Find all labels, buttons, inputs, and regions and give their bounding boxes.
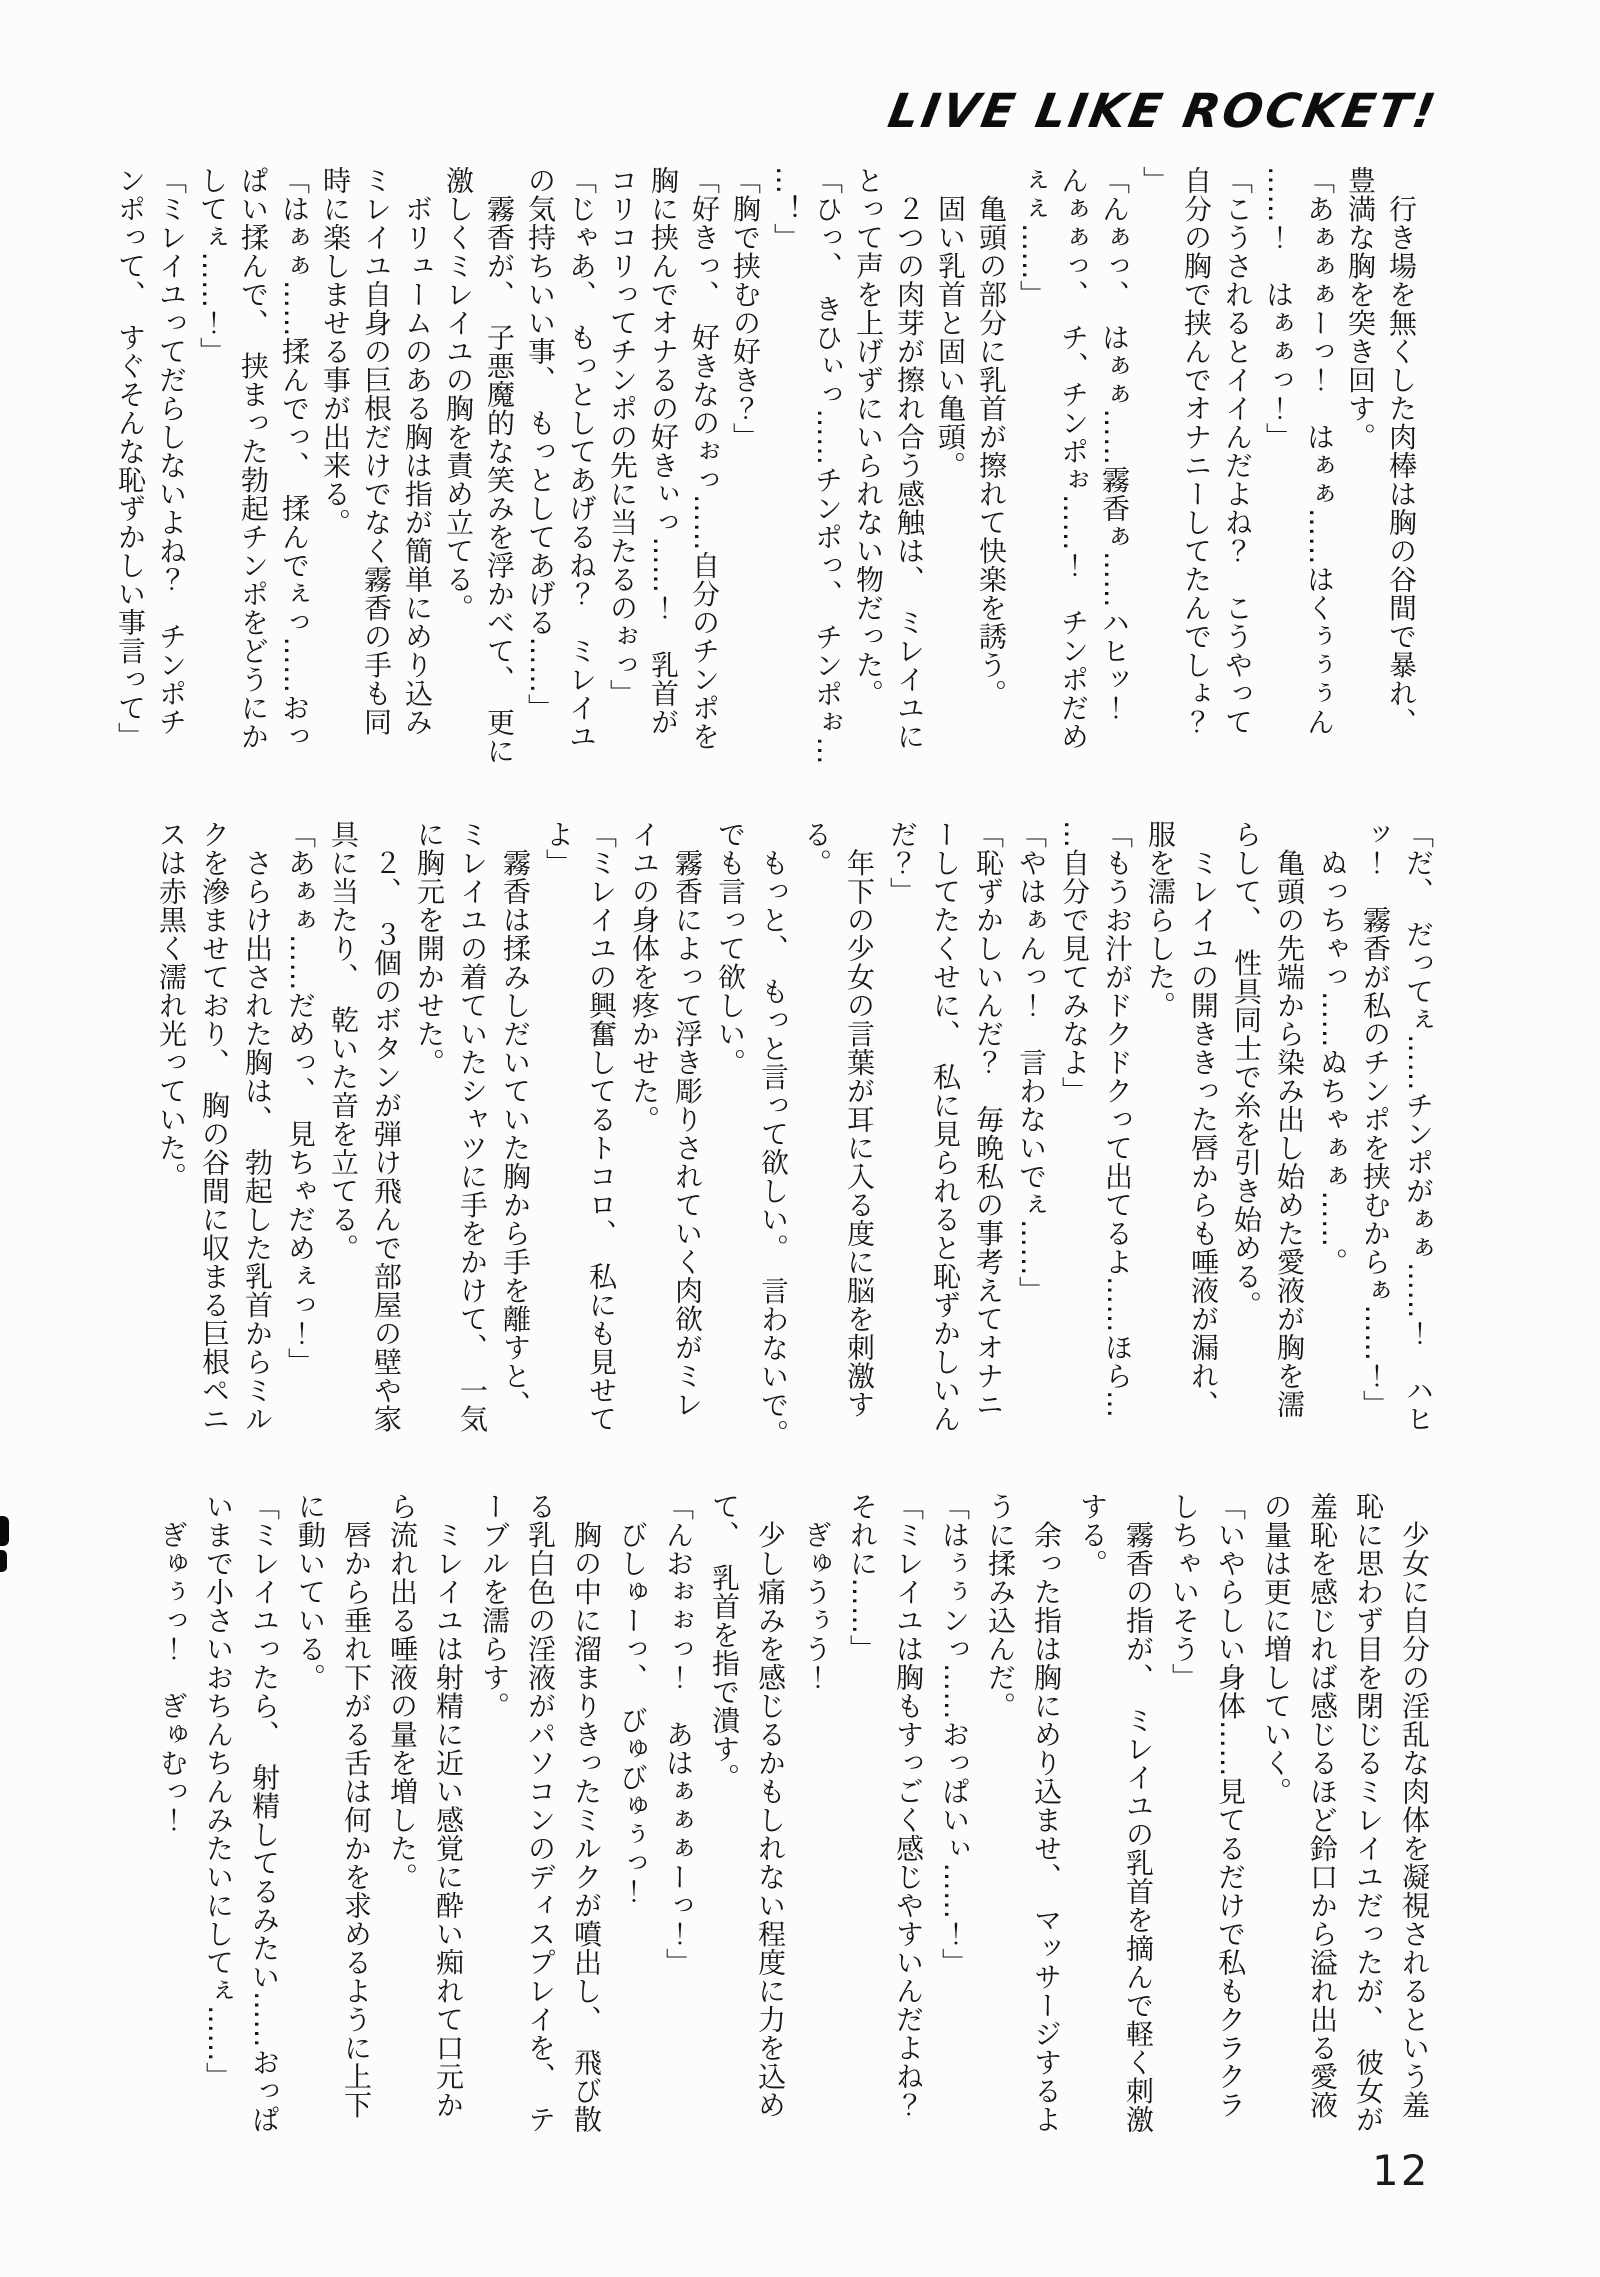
page-number: 12 — [1372, 2146, 1430, 2195]
text-column: 少し痛みを感じるかもしれない程度に力を込め — [754, 1492, 787, 2119]
text-column: ミレイユの着ていたシャツに手をかけて、 一気 — [456, 820, 489, 1433]
text-column: びしゅーっ、 びゅびゅぅっ！ — [616, 1492, 649, 1906]
text-column: コリコリってチンポの先に当たるのぉっ」 — [606, 166, 639, 708]
text-column: 豊満な胸を突き回す。 — [1344, 166, 1377, 451]
text-column: 「はぁぁ……揉んでっ、 揉んでぇっ……おっ — [278, 166, 311, 751]
text-column: 「じゃあ、 もっとしてあげるね？ ミレイユ — [565, 166, 598, 751]
text-column: 余った指は胸にめり込ませ、 マッサージするよ — [1030, 1492, 1063, 2134]
text-band-1 — [110, 166, 1422, 770]
text-column: 「やはぁんっ！ 言わないでぇ……」 — [1015, 820, 1048, 1305]
text-column: ……！ はぁぁっ！」 — [1262, 166, 1295, 451]
text-column: とって声を上げずにいられない物だった。 — [852, 166, 885, 708]
text-column: でも言って欲しい。 — [714, 820, 747, 1077]
text-column: ２、 ３個のボタンが弾け飛んで部屋の壁や家 — [370, 820, 403, 1433]
text-column: ぇぇ……」 — [1016, 166, 1049, 309]
text-column: 恥に思わず目を閉じるミレイユだったが、 彼女が — [1352, 1492, 1385, 2134]
text-column: ２つの肉芽が擦れ合う感触は、 ミレイユに — [893, 166, 926, 751]
text-column: それに……」 — [846, 1492, 879, 1663]
text-column: 「ひっ、 きひぃっ……チンポっ、 チンポぉ… — [811, 166, 844, 765]
text-column: うに揉み込んだ。 — [984, 1492, 1017, 1720]
text-column: ぬっちゃっ……ぬちゃぁぁ……。 — [1316, 820, 1349, 1276]
text-column: 「はぅぅンっ……おっぱいぃ……！」 — [938, 1492, 971, 1977]
text-column: 「んぁっ、 はぁぁ……霧香ぁ……ハヒッ！ — [1098, 166, 1131, 722]
text-column: だ？」 — [886, 820, 919, 906]
text-column: 霧香は揉みしだいていた胸から手を離すと、 — [499, 820, 532, 1419]
text-column: してぇ……！」 — [196, 166, 229, 366]
text-column: 固い乳首と固い亀頭。 — [934, 166, 967, 480]
text-column: 年下の少女の言葉が耳に入る度に脳を刺激す — [843, 820, 876, 1419]
text-column: て、 乳首を指で潰す。 — [708, 1492, 741, 1792]
text-column: スは赤黒く濡れ光っていた。 — [155, 820, 188, 1191]
text-column: ンポって、 すぐそんな恥ずかしい事言って」 — [114, 166, 147, 751]
text-column: 「もうお汁がドクドクって出てるよ……ほら… — [1101, 820, 1134, 1419]
text-column: 「あぁぁぁーっ！ はぁぁ……はくぅぅぅん — [1303, 166, 1336, 736]
text-column: んぁぁっ、 チ、チンポぉ……！ チンポだめ — [1057, 166, 1090, 751]
text-column: 具に当たり、 乾いた音を立てる。 — [327, 820, 360, 1262]
text-column: 行き場を無くした肉棒は胸の谷間で暴れ、 — [1385, 166, 1418, 736]
text-column: しちゃいそう」 — [1168, 1492, 1201, 1692]
text-column: 「あぁぁ……だめっ、 見ちゃだめぇっ！」 — [284, 820, 317, 1376]
text-column: 胸に挟んでオナるの好きぃっ……！ 乳首が — [647, 166, 680, 736]
text-column: らして、 性具同士で糸を引き始める。 — [1230, 820, 1263, 1319]
text-column: ーしてたくせに、 私に見られると恥ずかしいん — [929, 820, 962, 1433]
text-column: ぎゅぅっ！ ぎゅむっ！ — [156, 1492, 189, 1834]
text-column: 「だ、 だってぇ……チンポがぁぁ……！ ハヒ — [1402, 820, 1435, 1433]
text-column: ミレイユは射精に近い感覚に酔い痴れて口元か — [432, 1492, 465, 2119]
text-band-3 — [149, 1492, 1437, 2148]
text-column: 激しくミレイユの胸を責め立てる。 — [442, 166, 475, 622]
text-column: 「胸で挟むの好き？」 — [729, 166, 762, 451]
text-column: 」 — [1139, 166, 1172, 195]
text-column: 時に楽しませる事が出来る。 — [319, 166, 352, 537]
text-column: ミレイユの開ききった唇からも唾液が漏れ、 — [1187, 820, 1220, 1419]
text-column: ボリュームのある胸は指が簡単にめり込み — [401, 166, 434, 736]
text-column: さらけ出された胸は、 勃起した乳首からミル — [241, 820, 274, 1433]
text-column: 「好きっ、 好きなのぉっ……自分のチンポを — [688, 166, 721, 751]
text-column: 「恥ずかしいんだ？ 毎晩私の事考えてオナニ — [972, 820, 1005, 1419]
page-title: LIVE LIKE ROCKET! — [883, 84, 1442, 139]
text-column: …自分で見てみなよ」 — [1058, 820, 1091, 1105]
text-column: 自分の胸で挟んでオナニーしてたんでしょ？ — [1180, 166, 1213, 736]
text-column: 唇から垂れ下がる舌は何かを求めるように上下 — [340, 1492, 373, 2119]
text-column: 亀頭の先端から染み出し始めた愛液が胸を濡 — [1273, 820, 1306, 1419]
text-column: もっと、 もっと言って欲しい。 言わないで。 — [757, 820, 790, 1448]
text-column: の量は更に増していく。 — [1260, 1492, 1293, 1806]
text-column: ッ！ 霧香が私のチンポを挟むからぁ……！」 — [1359, 820, 1392, 1419]
text-column: クを滲ませており、 胸の谷間に収まる巨根ペニ — [198, 820, 231, 1433]
text-column: る。 — [800, 820, 833, 877]
text-column: ーブルを濡らす。 — [478, 1492, 511, 1720]
text-column: 亀頭の部分に乳首が擦れて快楽を誘う。 — [975, 166, 1008, 708]
text-column: る乳白色の淫液がパソコンのディスプレイを、 テ — [524, 1492, 557, 2134]
text-column: 服を濡らした。 — [1144, 820, 1177, 1020]
text-column: 「ミレイユは胸もすっごく感じやすいんだよね？ — [892, 1492, 925, 2119]
text-column: ミレイユ自身の巨根だけでなく霧香の手も同 — [360, 166, 393, 736]
text-column: 霧香が、 子悪魔的な笑みを浮かべて、 更に — [483, 166, 516, 765]
text-column: ぱい揉んで、 挟まった勃起チンポをどうにか — [237, 166, 270, 751]
text-band-2 — [150, 820, 1440, 1450]
text-column: の気持ちいい事、 もっとしてあげる……」 — [524, 166, 557, 722]
text-column: 霧香によって浮き彫りされていく肉欲がミレ — [671, 820, 704, 1419]
text-column: …！」 — [770, 166, 803, 252]
text-column: 「んおぉぉっ！ あはぁぁぁーっ！」 — [662, 1492, 695, 1977]
text-column: に動いている。 — [294, 1492, 327, 1692]
text-column: いまで小さいおちんちんみたいにしてぇ……」 — [202, 1492, 235, 2091]
text-column: 胸の中に溜まりきったミルクが噴出し、 飛び散 — [570, 1492, 603, 2134]
scan-artifact — [0, 1516, 9, 1546]
text-column: 羞恥を感じれば感じるほど鈴口から溢れ出る愛液 — [1306, 1492, 1339, 2119]
text-column: する。 — [1076, 1492, 1109, 1578]
text-column: 霧香の指が、 ミレイユの乳首を摘んで軽く刺激 — [1122, 1492, 1155, 2134]
text-column: よ」 — [542, 820, 575, 877]
text-column: に胸元を開かせた。 — [413, 820, 446, 1077]
text-column: ぎゅうぅう！ — [800, 1492, 833, 1692]
text-column: イユの身体を疼かせた。 — [628, 820, 661, 1134]
text-column: 「ミレイユってだらしないよね？ チンポチ — [155, 166, 188, 736]
text-column: ら流れ出る唾液の量を増した。 — [386, 1492, 419, 1891]
text-column: 少女に自分の淫乱な肉体を凝視されるという羞 — [1398, 1492, 1431, 2119]
scan-artifact — [0, 1550, 7, 1572]
text-column: 「いやらしい身体……見てるだけで私もクラクラ — [1214, 1492, 1247, 2119]
text-column: 「こうされるとイイんだよね？ こうやって — [1221, 166, 1254, 736]
text-column: 「ミレイユったら、 射精してるみたい……おっぱ — [248, 1492, 281, 2134]
text-column: 「ミレイユの興奮してるトコロ、 私にも見せて — [585, 820, 618, 1433]
